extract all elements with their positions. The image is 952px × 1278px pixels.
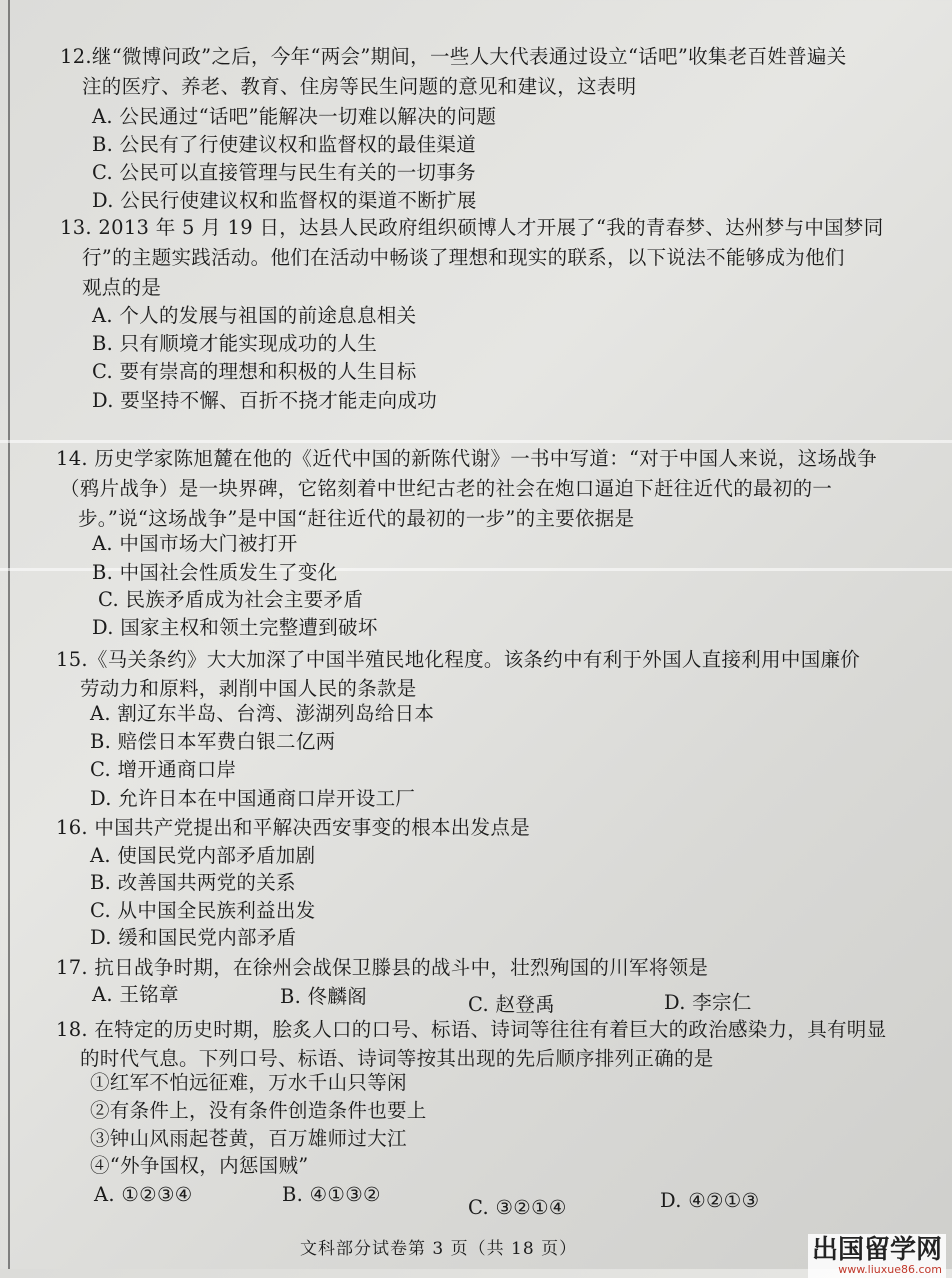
question-text: 14. 历史学家陈旭麓在他的《近代中国的新陈代谢》一书中写道：“对于中国人来说，这场战争 [56,447,877,470]
option-c: C. 增开通商口岸 [90,758,237,781]
option-d: D. 要坚持不懈、百折不挠才能走向成功 [92,389,438,412]
question-text: 15.《马关条约》大大加深了中国半殖民地化程度。该条约中有利于外国人直接利用中国廉价 [56,648,861,671]
option-d: D. ④②①③ [660,1189,760,1212]
option-d: D. 缓和国民党内部矛盾 [90,926,297,949]
option-a: A. 中国市场大门被打开 [92,532,298,555]
option-c: C. 民族矛盾成为社会主要矛盾 [98,588,364,611]
option-d: D. 允许日本在中国通商口岸开设工厂 [90,787,416,810]
statement-item: ②有条件上，没有条件创造条件也要上 [90,1099,427,1122]
site-watermark [808,1234,946,1278]
question-text: 13. 2013 年 5 月 19 日，达县人民政府组织硕博人才开展了“我的青春梦、达州梦与中国梦同 [60,216,884,239]
option-d: D. 李宗仁 [664,991,752,1014]
option-b: B. 改善国共两党的关系 [90,871,296,894]
option-a: A. 公民通过“话吧”能解决一切难以解决的问题 [92,105,497,128]
option-b: B. 只有顺境才能实现成功的人生 [92,332,378,355]
option-a: A. 王铭章 [92,983,179,1006]
question-text: 劳动力和原料，剥削中国人民的条款是 [80,677,417,700]
question-text: 行”的主题实践活动。他们在活动中畅谈了理想和现实的联系，以下说法不能够成为他们 [82,246,845,269]
statement-item: ③钟山风雨起苍黄，百万雄师过大江 [90,1127,407,1150]
question-text: 12.继“微博问政”之后，今年“两会”期间，一些人大代表通过设立“话吧”收集老百姓普遍关 [60,45,847,68]
statement-item: ④“外争国权，内惩国贼” [90,1154,309,1177]
option-b: B. 赔偿日本军费白银二亿两 [90,730,336,753]
option-c: C. 要有崇高的理想和积极的人生目标 [92,360,417,383]
option-b: B. 公民有了行使建议权和监督权的最佳渠道 [92,133,477,156]
question-text: 注的医疗、养老、教育、住房等民生问题的意见和建议，这表明 [82,75,637,98]
option-a: A. ①②③④ [94,1183,193,1206]
option-d: D. 国家主权和领土完整遭到破坏 [92,616,378,639]
option-b: B. 中国社会性质发生了变化 [92,561,338,584]
option-a: A. 个人的发展与祖国的前途息息相关 [92,304,417,327]
option-d: D. 公民行使建议权和监督权的渠道不断扩展 [92,189,477,212]
question-text: 18. 在特定的历史时期，脍炙人口的口号、标语、诗词等往往有着巨大的政治感染力，具有明显 [56,1018,887,1041]
question-text: 步。”说“这场战争”是中国“赶往近代的最初的一步”的主要依据是 [78,507,635,530]
question-text: 16. 中国共产党提出和平解决西安事变的根本出发点是 [56,816,531,839]
option-a: A. 使国民党内部矛盾加剧 [90,844,316,867]
option-a: A. 割辽东半岛、台湾、澎湖列岛给日本 [90,702,435,725]
option-c: C. 赵登禹 [468,993,555,1016]
question-text: 17. 抗日战争时期，在徐州会战保卫滕县的战斗中，壮烈殉国的川军将领是 [56,956,709,979]
question-text: 观点的是 [82,276,162,299]
option-b: B. 佟麟阁 [280,985,368,1008]
page-footer: 文科部分试卷第 3 页（共 18 页） [300,1239,578,1259]
watermark-url: www.liuxue86.com [838,1263,942,1276]
question-text: 的时代气息。下列口号、标语、诗词等按其出现的先后顺序排列正确的是 [80,1047,714,1070]
option-c: C. 公民可以直接管理与民生有关的一切事务 [92,161,476,184]
option-c: C. 从中国全民族利益出发 [90,899,316,922]
watermark-title: 出国留学网 [811,1235,942,1265]
option-b: B. ④①③② [282,1183,381,1206]
statement-item: ①红军不怕远征难，万水千山只等闲 [90,1071,407,1094]
question-text: （鸦片战争）是一块界碑，它铭刻着中世纪古老的社会在炮口逼迫下赶往近代的最初的一 [60,477,833,500]
option-c: C. ③②①④ [468,1196,567,1219]
